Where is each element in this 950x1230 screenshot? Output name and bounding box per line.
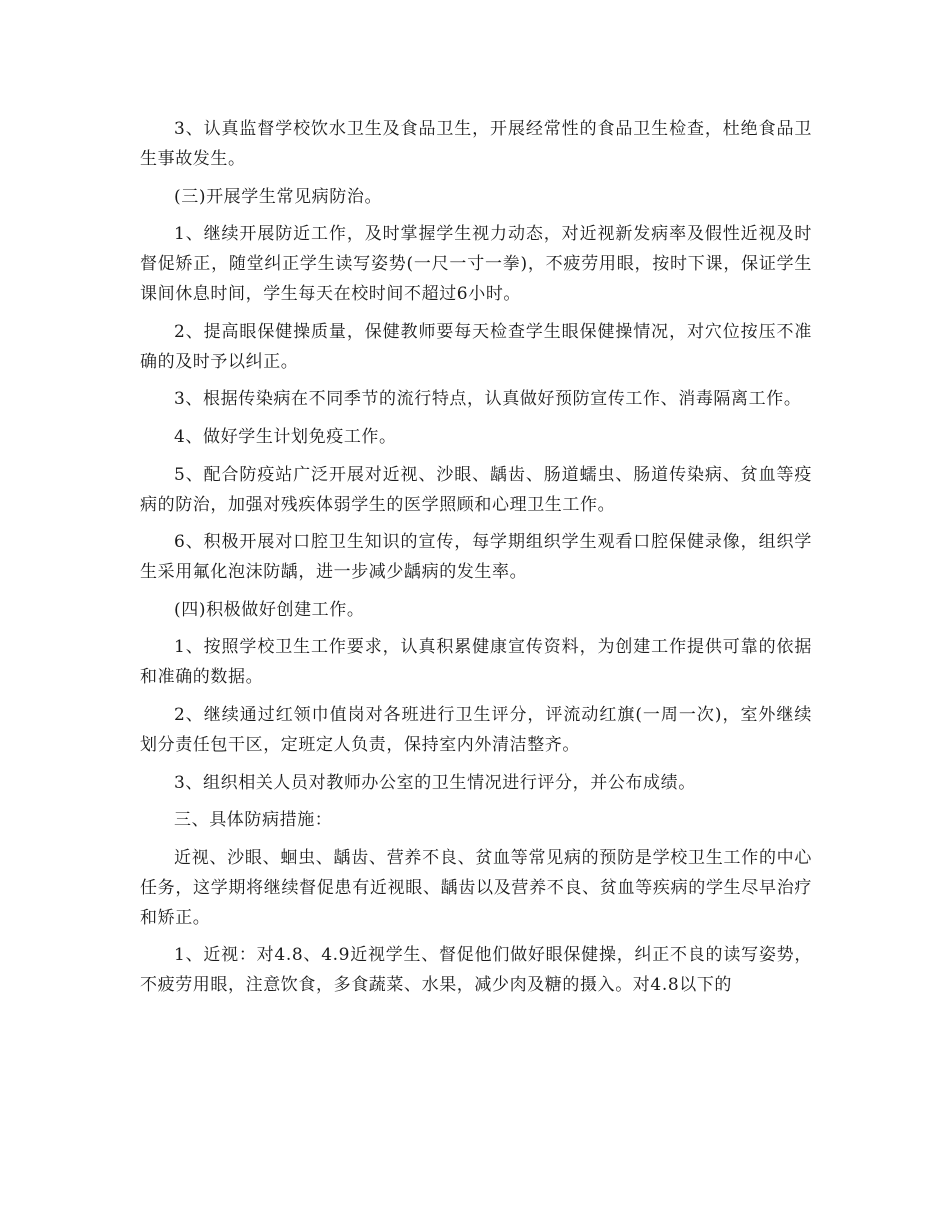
paragraph: 2、提高眼保健操质量，保健教师要每天检查学生眼保健操情况，对穴位按压不准确的及时予以纠正。 [140, 321, 812, 372]
paragraph: 5、配合防疫站广泛开展对近视、沙眼、龋齿、肠道蠕虫、肠道传染病、贫血等疫病的防治，加强对残疾体弱学生的医学照顾和心理卫生工作。 [140, 464, 812, 515]
paragraph: 4、做好学生计划免疫工作。 [174, 426, 397, 447]
paragraph: 1、继续开展防近工作，及时掌握学生视力动态，对近视新发病率及假性近视及时督促矫正，随堂纠正学生读写姿势(一尺一寸一拳)，不疲劳用眼，按时下课，保证学生课间休息时间，学生每天在校时间不超过6小时。 [140, 224, 812, 305]
paragraph: 2、继续通过红领巾值岗对各班进行卫生评分，评流动红旗(一周一次)，室外继续划分责任包干区，定班定人负责，保持室内外清洁整齐。 [140, 704, 812, 755]
paragraph: 3、根据传染病在不同季节的流行特点，认真做好预防宣传工作、消毒隔离工作。 [174, 389, 802, 410]
section-heading: 三、具体防病措施： [174, 810, 333, 831]
paragraph: 1、近视：对4.8、4.9近视学生、督促他们做好眼保健操，纠正不良的读写姿势，不疲劳用眼，注意饮食，多食蔬菜、水果，减少肉及糖的摄入。对4.8以下的 [140, 945, 812, 996]
paragraph: 3、认真监督学校饮水卫生及食品卫生，开展经常性的食品卫生检查，杜绝食品卫生事故发生。 [140, 119, 812, 169]
section-heading: (三)开展学生常见病防治。 [174, 186, 383, 207]
paragraph: 近视、沙眼、蛔虫、龋齿、营养不良、贫血等常见病的预防是学校卫生工作的中心任务，这学期将继续督促患有近视眼、龋齿以及营养不良、贫血等疾病的学生尽早治疗和矫正。 [140, 847, 812, 928]
section-heading: (四)积极做好创建工作。 [174, 599, 365, 620]
paragraph: 3、组织相关人员对教师办公室的卫生情况进行评分，并公布成绩。 [174, 772, 696, 793]
paragraph: 6、积极开展对口腔卫生知识的宣传，每学期组织学生观看口腔保健录像，组织学生采用氟化泡沫防龋，进一步减少龋病的发生率。 [140, 532, 812, 583]
paragraph: 1、按照学校卫生工作要求，认真积累健康宣传资料，为创建工作提供可靠的依据和准确的数据。 [140, 637, 812, 688]
document-body [140, 114, 812, 1008]
